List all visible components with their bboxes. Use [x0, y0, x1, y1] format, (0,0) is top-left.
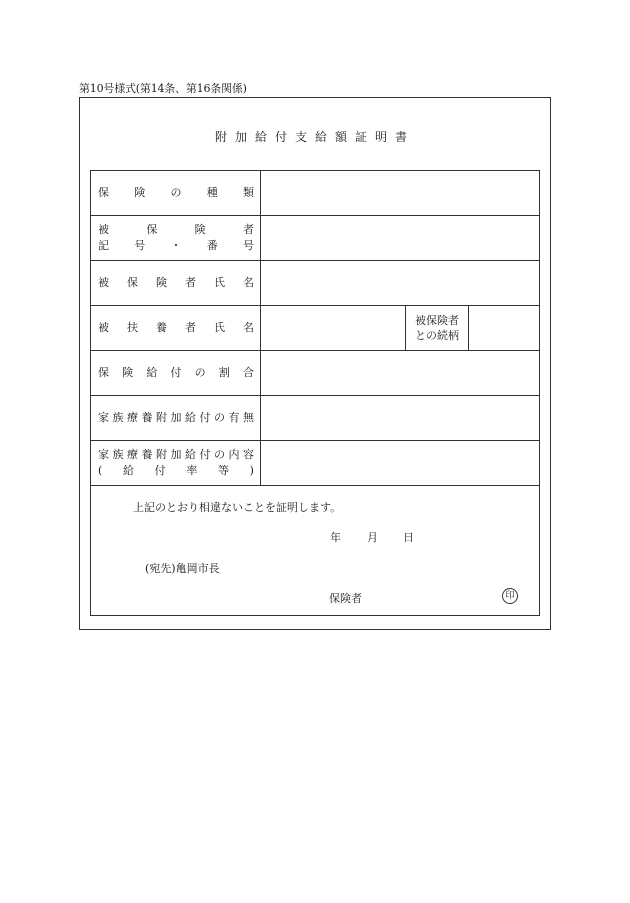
table-row — [91, 306, 539, 351]
row-label-line: 被 保 険 者 — [98, 223, 254, 236]
certification-statement: 上記のとおり相違ないことを証明します。 — [133, 501, 342, 514]
row-label-line: 家 族 療 養 附 加 給 付 の 有 無 — [98, 411, 254, 424]
table-row — [91, 351, 539, 396]
relationship-field[interactable] — [469, 306, 539, 350]
relationship-label-line: との続柄 — [415, 329, 459, 342]
row-label-line: 保 険 給 付 の 割 合 — [98, 366, 254, 379]
row-label — [91, 306, 261, 350]
row-value-field[interactable] — [261, 216, 539, 260]
row-label-line: 記 号 ・ 番 号 — [98, 239, 254, 252]
row-label — [91, 396, 261, 440]
relationship-label — [405, 306, 469, 350]
row-label — [91, 261, 261, 305]
form-number-label: 第10号様式(第14条、第16条関係) — [79, 82, 247, 95]
insurer-label: 保険者 — [329, 592, 362, 605]
document-title: 附加給付支給額証明書 — [214, 130, 415, 144]
relationship-label-line: 被保険者 — [415, 314, 459, 327]
row-label-line: 被 保 険 者 氏 名 — [98, 276, 254, 289]
row-label — [91, 216, 261, 260]
date-month-label: 月 — [367, 531, 378, 544]
row-label — [91, 351, 261, 395]
row-value-field[interactable] — [261, 351, 539, 395]
date-year-label: 年 — [330, 531, 341, 544]
row-value-field[interactable] — [261, 261, 539, 305]
row-value-field[interactable] — [261, 441, 539, 485]
table-row — [91, 396, 539, 441]
row-label-line: 被 扶 養 者 氏 名 — [98, 321, 254, 334]
seal-mark: 印 — [502, 588, 518, 604]
row-label-line: ( 給 付 率 等 ) — [98, 464, 254, 477]
row-label — [91, 441, 261, 485]
certificate-table — [90, 170, 540, 616]
table-row — [91, 441, 539, 486]
table-row — [91, 171, 539, 216]
table-row — [91, 216, 539, 261]
row-label-line: 保 険 の 種 類 — [98, 186, 254, 199]
row-label — [91, 171, 261, 215]
row-value-field[interactable] — [261, 396, 539, 440]
row-value-field[interactable] — [261, 171, 539, 215]
addressee: (宛先)亀岡市長 — [145, 562, 220, 575]
date-day-label: 日 — [403, 531, 414, 544]
row-label-line: 家 族 療 養 附 加 給 付 の 内 容 — [98, 448, 254, 461]
table-row — [91, 261, 539, 306]
